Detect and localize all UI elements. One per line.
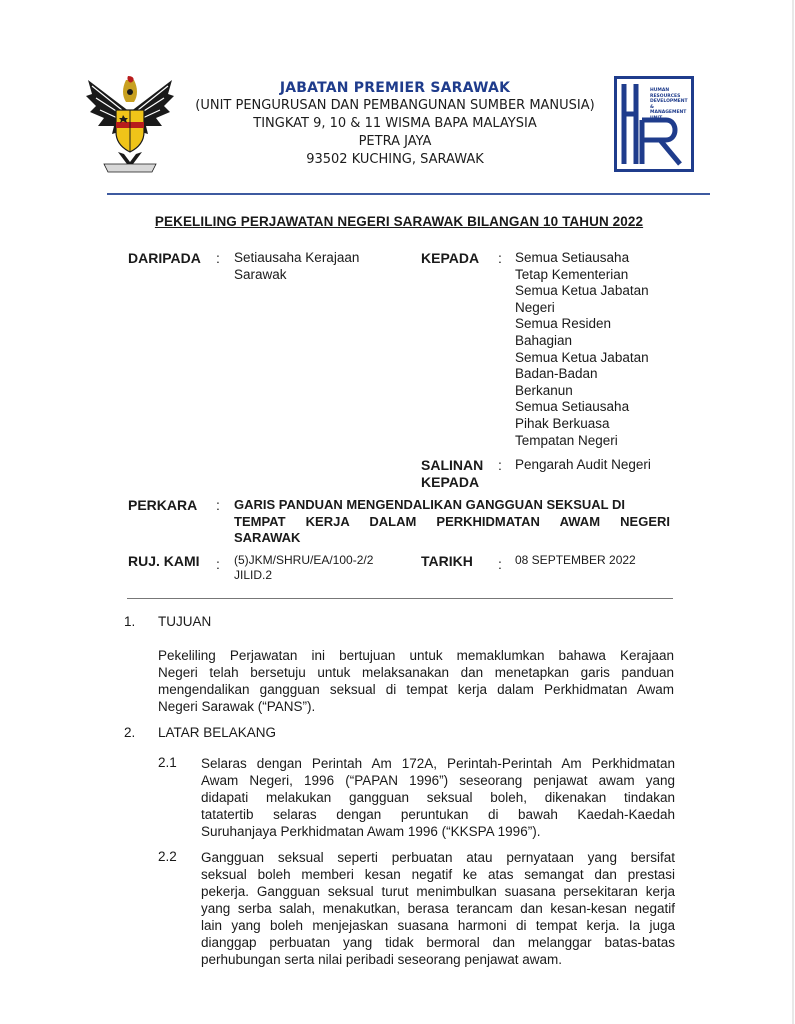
kepada-line: Pihak Berkuasa — [515, 415, 610, 431]
kepada-line: Berkanun — [515, 382, 573, 398]
body-line: mengendalikan gangguan seksual di tempat kerja dalam Perkhidmatan Awam — [158, 682, 674, 697]
perkara-label: PERKARA — [128, 497, 198, 513]
hr-logo-caption: HUMAN RESOURCES DEVELOPMENT & MANAGEMENT UNIT — [650, 88, 688, 121]
section-1-body — [158, 647, 674, 715]
kepada-list — [515, 250, 649, 449]
kepada-line: Badan-Badan — [515, 366, 598, 382]
para-2-2-body — [201, 849, 675, 968]
ruj-colon: : — [216, 556, 220, 572]
ruj-line: JILID.2 — [234, 568, 273, 582]
meta-divider — [127, 598, 673, 599]
section-2-number: 2. — [124, 725, 136, 740]
body-line: lain yang boleh menjejaskan suasana harmoni di tempat kerja. Ia juga — [201, 918, 675, 933]
body-line: pekerja. Gangguan seksual turut menimbulkan suasana persekitaran kerja — [201, 884, 675, 899]
salinan-label-line: SALINAN — [421, 457, 484, 473]
sarawak-crest-logo — [82, 72, 178, 176]
para-2-2-number: 2.2 — [158, 849, 177, 864]
kepada-line: Semua Setiausaha — [515, 250, 630, 265]
circular-title: PEKELILING PERJAWATAN NEGERI SARAWAK BILANGAN 10 TAHUN 2022 — [154, 214, 644, 229]
tarikh-value: 08 SEPTEMBER 2022 — [515, 553, 636, 567]
body-line: Selaras dengan Perintah Am 172A, Perintah-Perintah Am Perkhidmatan — [201, 756, 675, 771]
salinan-colon: : — [498, 457, 502, 473]
perkara-line: TEMPAT KERJA DALAM PERKHIDMATAN AWAM NEGERI — [234, 513, 670, 529]
section-1-number: 1. — [124, 614, 136, 629]
body-line: tatatertib selaras dengan peruntukan di bawah Kaedah-Kaedah — [201, 807, 675, 822]
hr-unit-logo — [614, 76, 694, 172]
perkara-value — [234, 497, 670, 547]
kepada-line: Tempatan Negeri — [515, 432, 618, 448]
ruj-line: (5)JKM/SHRU/EA/100-2/2 — [234, 553, 374, 567]
body-line: Gangguan seksual seperti perbuatan atau pernyataan yang bersifat — [201, 850, 675, 865]
daripada-value — [234, 250, 359, 283]
section-1-title: TUJUAN — [158, 614, 212, 629]
kepada-colon: : — [498, 250, 502, 266]
kepada-label: KEPADA — [421, 250, 480, 266]
para-2-1-number: 2.1 — [158, 755, 177, 770]
body-line: Suruhanjaya Perkhidmatan Awam 1996 (“KKSPA 1996”). — [201, 824, 541, 839]
agency-address-line-2: PETRA JAYA — [358, 134, 432, 149]
kepada-line: Negeri — [515, 299, 555, 315]
body-line: seksual boleh memberi kesan negatif ke atas semangat dan prestasi — [201, 867, 675, 882]
ruj-kami-value — [234, 553, 373, 583]
body-line: yang serba salah, menakutkan, berasa terancam dan kesan-kesan negatif — [201, 901, 675, 916]
daripada-label: DARIPADA — [128, 250, 201, 266]
salinan-value: Pengarah Audit Negeri — [515, 457, 651, 472]
daripada-line: Setiausaha Kerajaan — [234, 250, 360, 265]
tarikh-label: TARIKH — [421, 553, 473, 569]
page-edge — [792, 0, 794, 1024]
body-line: perhubungan serta nilai peribadi seseorang penjawat awam. — [201, 952, 562, 967]
section-2-title: LATAR BELAKANG — [158, 725, 277, 740]
daripada-line: Sarawak — [234, 266, 287, 282]
salinan-label-line: KEPADA — [421, 474, 480, 490]
salinan-kepada-label — [421, 457, 483, 491]
body-line: Awam Negeri, 1996 (“PAPAN 1996”) seseorang penjawat awam yang — [201, 773, 675, 788]
kepada-line: Semua Ketua Jabatan — [515, 349, 649, 365]
agency-title: JABATAN PREMIER SARAWAK — [279, 80, 511, 96]
daripada-colon: : — [216, 250, 220, 266]
agency-unit: (UNIT PENGURUSAN DAN PEMBANGUNAN SUMBER MANUSIA) — [195, 98, 595, 113]
body-line: Negeri telah bersetuju untuk melaksanakan dan menetapkan garis panduan — [158, 665, 674, 680]
kepada-line: Semua Ketua Jabatan — [515, 283, 649, 299]
perkara-colon: : — [216, 497, 220, 513]
agency-address-line-1: TINGKAT 9, 10 & 11 WISMA BAPA MALAYSIA — [253, 116, 537, 131]
kepada-line: Bahagian — [515, 332, 573, 348]
kepada-line: Semua Setiausaha — [515, 399, 630, 415]
tarikh-colon: : — [498, 556, 502, 572]
perkara-line: SARAWAK — [234, 530, 301, 545]
body-line: didapati melakukan gangguan seksual boleh, dikenakan tindakan — [201, 790, 675, 805]
perkara-line: GARIS PANDUAN MENGENDALIKAN GANGGUAN SEKSUAL DI — [234, 497, 625, 512]
agency-address-line-3: 93502 KUCHING, SARAWAK — [306, 152, 484, 167]
ruj-kami-label: RUJ. KAMI — [128, 553, 200, 569]
body-line: Negeri Sarawak (“PANS”). — [158, 699, 316, 714]
header-divider — [107, 193, 710, 195]
kepada-line: Tetap Kementerian — [515, 266, 629, 282]
body-line: dianggap perbuatan yang tidak bermoral dan melanggar batas-batas — [201, 935, 675, 950]
kepada-line: Semua Residen — [515, 316, 612, 332]
para-2-1-body — [201, 755, 675, 840]
body-line: Pekeliling Perjawatan ini bertujuan untuk memaklumkan bahawa Kerajaan — [158, 648, 674, 663]
